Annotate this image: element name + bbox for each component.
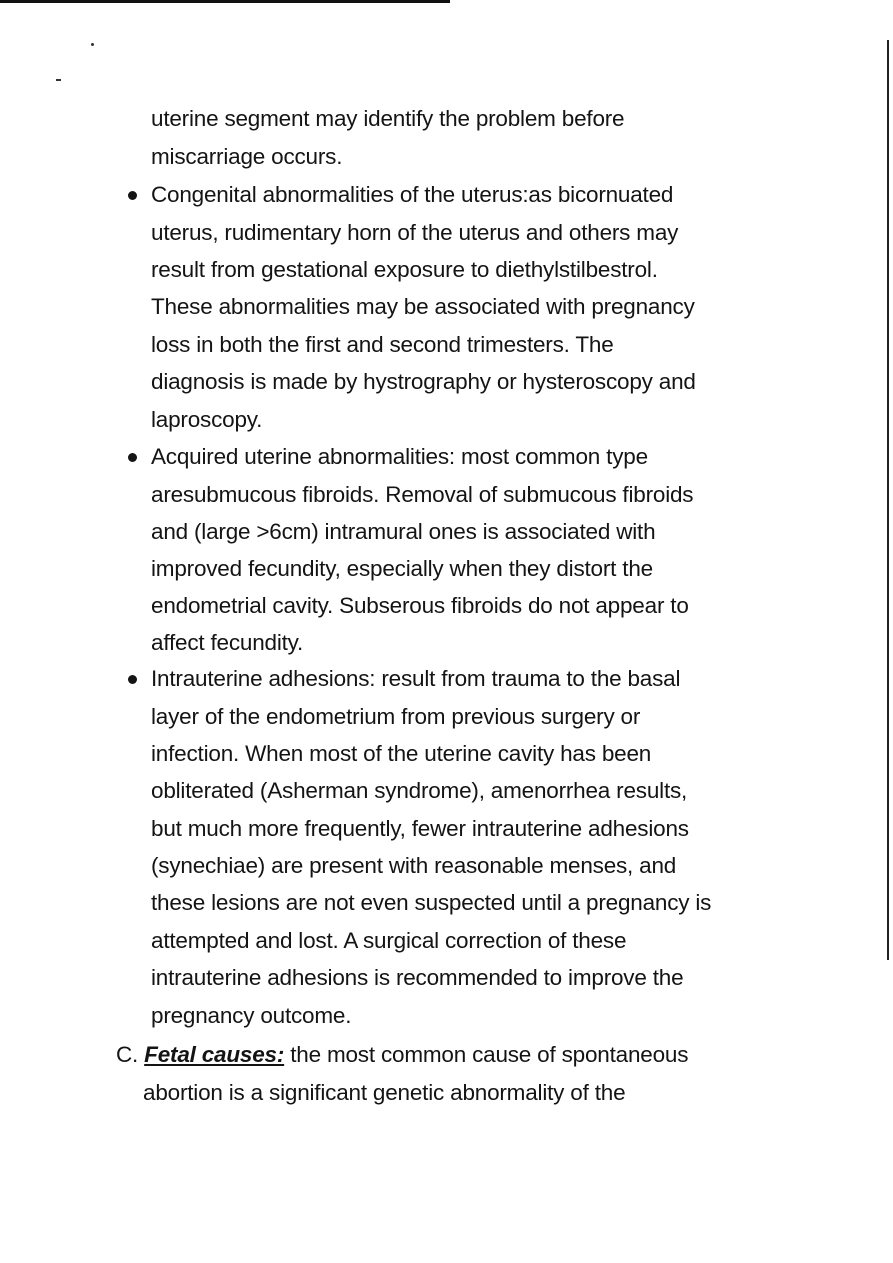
bullet-1-line: These abnormalities may be associated with pregnancy bbox=[151, 294, 695, 319]
bullet-1-line: diagnosis is made by hystrography or hysteroscopy and bbox=[151, 369, 696, 394]
bullet-2-line: endometrial cavity. Subserous fibroids do not appear to bbox=[151, 593, 689, 618]
bullet-1-line: uterus, rudimentary horn of the uterus and others may bbox=[151, 220, 679, 245]
scan-speck bbox=[56, 79, 61, 81]
bullet-3-line: attempted and lost. A surgical correction of these bbox=[151, 928, 627, 953]
continuation-line: uterine segment may identify the problem before bbox=[151, 106, 625, 131]
section-c-text: the most common cause of spontaneous bbox=[290, 1042, 689, 1067]
bullet-3-line: obliterated (Asherman syndrome), amenorrhea results, bbox=[151, 778, 688, 803]
continuation-line: miscarriage occurs. bbox=[151, 144, 343, 169]
section-c-title: Fetal causes: bbox=[144, 1042, 285, 1067]
bullet-3-line: (synechiae) are present with reasonable menses, and bbox=[151, 853, 677, 878]
bullet-3-line: but much more frequently, fewer intrauterine adhesions bbox=[151, 816, 689, 841]
bullet-3-line: Intrauterine adhesions: result from trauma to the basal bbox=[151, 666, 681, 691]
bullet-3-line: layer of the endometrium from previous surgery or bbox=[151, 704, 641, 729]
bullet-2-line: affect fecundity. bbox=[151, 630, 304, 655]
bullet-3-line: these lesions are not even suspected until a pregnancy is bbox=[151, 890, 712, 915]
scan-top-rule bbox=[0, 0, 450, 3]
bullet-1-line: Congenital abnormalities of the uterus:as bicornuated bbox=[151, 182, 674, 207]
bullet-dot bbox=[128, 191, 137, 200]
bullet-2-line: and (large >6cm) intramural ones is associated with bbox=[151, 519, 656, 544]
scan-right-edge bbox=[887, 40, 889, 960]
bullet-1-line: laproscopy. bbox=[151, 407, 263, 432]
bullet-dot bbox=[128, 675, 137, 684]
bullet-1-line: result from gestational exposure to diethylstilbestrol. bbox=[151, 257, 658, 282]
bullet-3-line: infection. When most of the uterine cavity has been bbox=[151, 741, 652, 766]
bullet-3-line: intrauterine adhesions is recommended to improve the bbox=[151, 965, 684, 990]
bullet-3-line: pregnancy outcome. bbox=[151, 1003, 352, 1028]
section-c-line: abortion is a significant genetic abnormality of the bbox=[143, 1080, 626, 1105]
bullet-2-line: Acquired uterine abnormalities: most common type bbox=[151, 444, 648, 469]
bullet-1-line: loss in both the first and second trimesters. The bbox=[151, 332, 614, 357]
bullet-dot bbox=[128, 453, 137, 462]
section-c-letter: C. bbox=[116, 1042, 139, 1067]
bullet-2-line: improved fecundity, especially when they distort the bbox=[151, 556, 653, 581]
scan-speck bbox=[91, 43, 94, 46]
section-c-heading-line bbox=[116, 1040, 688, 1070]
bullet-2-line: aresubmucous fibroids. Removal of submucous fibroids bbox=[151, 482, 694, 507]
